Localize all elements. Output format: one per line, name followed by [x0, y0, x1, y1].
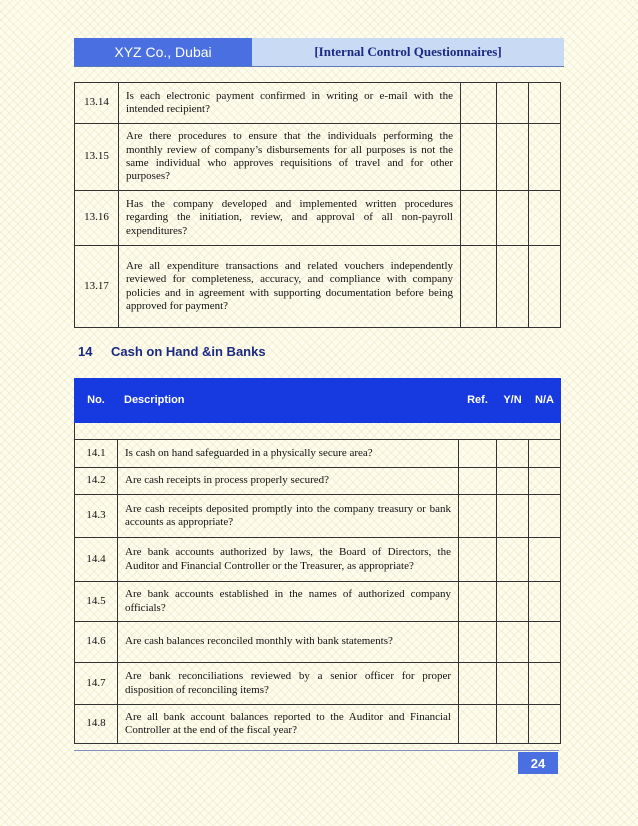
yn-cell[interactable] — [497, 468, 529, 495]
table-row — [75, 191, 561, 246]
na-cell[interactable] — [529, 495, 561, 538]
row-description: Has the company developed and implemented written procedures regarding the initiation, review, and approval of all non-payroll expenditures? — [119, 191, 461, 246]
section-number: 14 — [78, 344, 93, 359]
ref-cell[interactable] — [459, 582, 497, 622]
row-description: Are bank reconciliations reviewed by a senior officer for proper disposition of reconciling items? — [118, 663, 459, 705]
na-cell[interactable] — [529, 663, 561, 705]
row-description: Are all bank account balances reported to the Auditor and Financial Controller at the end of the fiscal year? — [118, 705, 459, 744]
row-number: 14.4 — [75, 538, 118, 582]
row-number: 14.5 — [75, 582, 118, 622]
na-cell[interactable] — [529, 582, 561, 622]
row-description: Are bank accounts authorized by laws, the Board of Directors, the Auditor and Financial Controller or the Treasurer, as appropriate? — [118, 538, 459, 582]
row-number: 14.3 — [75, 495, 118, 538]
ref-cell[interactable] — [459, 622, 497, 663]
table-row — [75, 622, 561, 663]
ref-cell[interactable] — [459, 538, 497, 582]
na-cell[interactable] — [529, 622, 561, 663]
section-title: Cash on Hand &in Banks — [111, 344, 266, 359]
table-row — [75, 538, 561, 582]
table-row — [75, 663, 561, 705]
row-description: Are cash balances reconciled monthly with bank statements? — [118, 622, 459, 663]
row-description: Are there procedures to ensure that the individuals performing the monthly review of company’s disbursements for all purposes is not the same individual who approves requisitions of travel and for other purposes? — [119, 124, 461, 191]
ref-cell[interactable] — [461, 124, 497, 191]
na-cell[interactable] — [529, 124, 561, 191]
table-row — [75, 582, 561, 622]
row-description: Are cash receipts in process properly secured? — [118, 468, 459, 495]
column-header-na: N/A — [529, 379, 561, 423]
na-cell[interactable] — [529, 191, 561, 246]
ref-cell[interactable] — [461, 83, 497, 124]
footer-divider — [74, 750, 559, 751]
yn-cell[interactable] — [497, 538, 529, 582]
row-description: Are all expenditure transactions and related vouchers independently reviewed for completeness, accuracy, and compliance with company policies and in agreement with supporting documentation before being approved for payment? — [119, 246, 461, 328]
table-row — [75, 124, 561, 191]
na-cell[interactable] — [529, 468, 561, 495]
yn-cell[interactable] — [497, 495, 529, 538]
row-number: 14.6 — [75, 622, 118, 663]
table-row — [75, 440, 561, 468]
na-cell[interactable] — [529, 705, 561, 744]
na-cell[interactable] — [529, 538, 561, 582]
column-header-yn: Y/N — [497, 379, 529, 423]
column-header-description: Description — [118, 379, 459, 423]
row-number: 13.15 — [75, 124, 119, 191]
page-header — [74, 38, 564, 67]
row-description: Are bank accounts established in the names of authorized company officials? — [118, 582, 459, 622]
table-header-row — [75, 379, 561, 423]
yn-cell[interactable] — [497, 663, 529, 705]
ref-cell[interactable] — [459, 705, 497, 744]
row-number: 13.17 — [75, 246, 119, 328]
ref-cell[interactable] — [459, 440, 497, 468]
ref-cell[interactable] — [461, 246, 497, 328]
ref-cell[interactable] — [459, 468, 497, 495]
yn-cell[interactable] — [497, 582, 529, 622]
yn-cell[interactable] — [497, 705, 529, 744]
na-cell[interactable] — [529, 246, 561, 328]
table-row — [75, 495, 561, 538]
section-13-table — [74, 82, 561, 328]
table-row — [75, 83, 561, 124]
yn-cell[interactable] — [497, 191, 529, 246]
column-header-ref: Ref. — [459, 379, 497, 423]
yn-cell[interactable] — [497, 124, 529, 191]
column-header-no: No. — [75, 379, 118, 423]
header-spacer-row — [75, 423, 561, 440]
row-number: 14.8 — [75, 705, 118, 744]
ref-cell[interactable] — [459, 495, 497, 538]
company-name: XYZ Co., Dubai — [74, 38, 252, 66]
document-title: [Internal Control Questionnaires] — [252, 38, 564, 66]
ref-cell[interactable] — [459, 663, 497, 705]
na-cell[interactable] — [529, 83, 561, 124]
section-14-heading — [78, 344, 266, 359]
row-number: 14.1 — [75, 440, 118, 468]
row-number: 14.2 — [75, 468, 118, 495]
row-description: Are cash receipts deposited promptly into the company treasury or bank accounts as appropriate? — [118, 495, 459, 538]
row-description: Is cash on hand safeguarded in a physically secure area? — [118, 440, 459, 468]
page-number: 24 — [518, 752, 558, 774]
section-14-table — [74, 378, 561, 744]
na-cell[interactable] — [529, 440, 561, 468]
ref-cell[interactable] — [461, 191, 497, 246]
spacer-cell — [75, 423, 561, 440]
row-number: 13.14 — [75, 83, 119, 124]
table-row — [75, 246, 561, 328]
yn-cell[interactable] — [497, 83, 529, 124]
table-row — [75, 468, 561, 495]
row-description: Is each electronic payment confirmed in writing or e-mail with the intended recipient? — [119, 83, 461, 124]
yn-cell[interactable] — [497, 246, 529, 328]
row-number: 13.16 — [75, 191, 119, 246]
yn-cell[interactable] — [497, 622, 529, 663]
table-row — [75, 705, 561, 744]
yn-cell[interactable] — [497, 440, 529, 468]
row-number: 14.7 — [75, 663, 118, 705]
